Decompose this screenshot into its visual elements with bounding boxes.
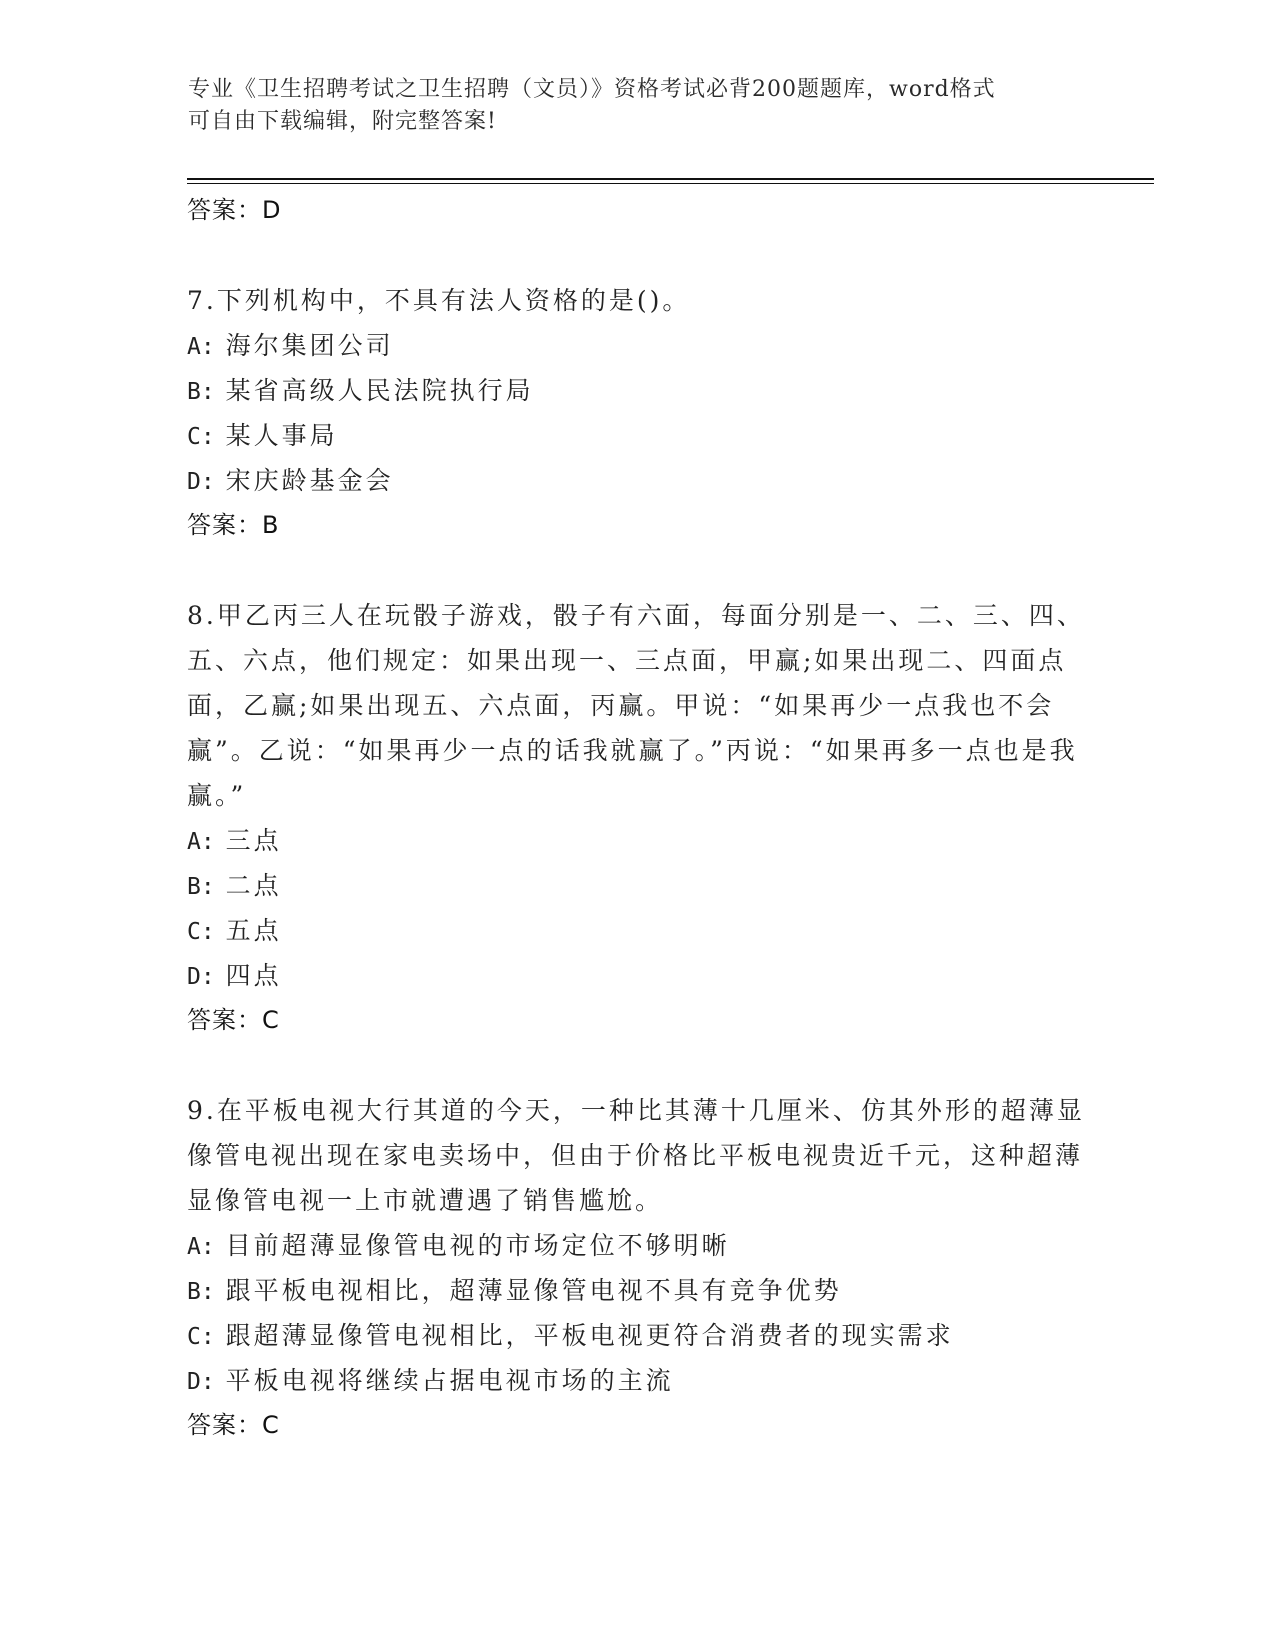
document-header [188, 74, 1068, 138]
option-text: 三点 [225, 826, 282, 855]
option-letter: A: [187, 829, 215, 855]
option-text: 跟平板电视相比，超薄显像管电视不具有竞争优势 [225, 1276, 842, 1305]
option-letter: A: [187, 1234, 215, 1260]
answer-line: 答案：D [187, 196, 282, 224]
option-b [187, 863, 1087, 908]
option-letter: B: [187, 379, 215, 405]
option-b [187, 368, 1087, 413]
option-b [187, 1268, 1087, 1313]
question-stem: 7.下列机构中，不具有法人资格的是()。 [187, 286, 691, 315]
option-text: 海尔集团公司 [225, 331, 394, 360]
option-letter: C: [187, 1324, 215, 1350]
option-letter: B: [187, 874, 215, 900]
option-text: 某人事局 [225, 421, 338, 450]
question-stem: 9.在平板电视大行其道的今天，一种比其薄十几厘米、仿其外形的超薄显像管电视出现在家电卖场中，但由于价格比平板电视贵近千元，这种超薄显像管电视一上市就遭遇了销售尴尬。 [187, 1096, 1085, 1215]
option-d [187, 458, 1087, 503]
question-8 [187, 593, 1087, 1043]
option-c [187, 413, 1087, 458]
option-d [187, 1358, 1087, 1403]
option-text: 跟超薄显像管电视相比，平板电视更符合消费者的现实需求 [225, 1321, 954, 1350]
option-a [187, 818, 1087, 863]
option-text: 平板电视将继续占据电视市场的主流 [225, 1366, 674, 1395]
answer-line: 答案：B [187, 511, 280, 539]
header-line-1: 专业《卫生招聘考试之卫生招聘（文员）》资格考试必背200题题库，word格式 [188, 77, 996, 102]
option-text: 四点 [225, 961, 282, 990]
option-text: 五点 [225, 916, 282, 945]
header-divider-thin [187, 183, 1154, 184]
option-letter: A: [187, 334, 215, 360]
answer-line: 答案：C [187, 1006, 280, 1034]
option-letter: B: [187, 1279, 215, 1305]
option-c [187, 908, 1087, 953]
option-letter: D: [187, 964, 215, 990]
option-d [187, 953, 1087, 998]
option-c [187, 1313, 1087, 1358]
question-9 [187, 1088, 1087, 1448]
option-letter: D: [187, 469, 215, 495]
question-7 [187, 278, 1087, 548]
option-a [187, 323, 1087, 368]
question-stem: 8.甲乙丙三人在玩骰子游戏，骰子有六面，每面分别是一、二、三、四、五、六点，他们规定：如果出现一、三点面，甲赢;如果出现二、四面点面，乙赢;如果出现五、六点面，丙赢。甲说：“如果再少一点我也不会赢”。乙说：“如果再少一点的话我就赢了。”丙说：“如果再多一点也是我赢。” [187, 601, 1085, 810]
option-text: 某省高级人民法院执行局 [225, 376, 534, 405]
option-letter: C: [187, 424, 215, 450]
option-letter: C: [187, 919, 215, 945]
answer-line: 答案：C [187, 1411, 280, 1439]
option-text: 目前超薄显像管电视的市场定位不够明晰 [225, 1231, 730, 1260]
header-divider-thick [187, 178, 1154, 180]
option-letter: D: [187, 1369, 215, 1395]
option-a [187, 1223, 1087, 1268]
option-text: 宋庆龄基金会 [225, 466, 394, 495]
header-line-2: 可自由下载编辑，附完整答案! [188, 109, 497, 134]
option-text: 二点 [225, 871, 282, 900]
document-body [187, 186, 1087, 1448]
